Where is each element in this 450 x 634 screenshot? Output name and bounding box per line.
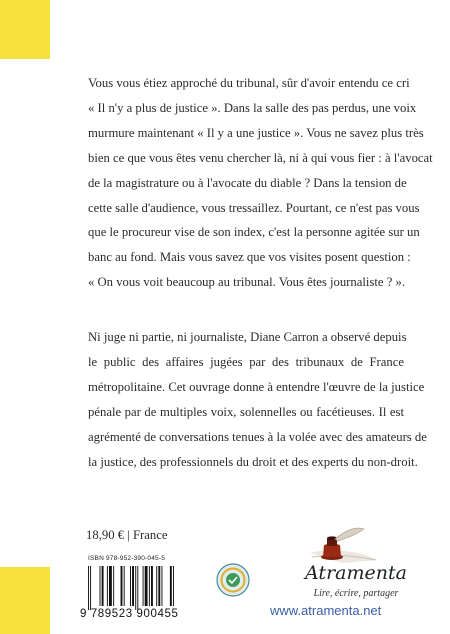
blurb-paragraph-1 (88, 71, 433, 295)
barcode-digits: 9 789523 900455 (80, 608, 179, 620)
price-label: 18,90 € | France (86, 528, 168, 542)
paragraph-line: Ni juge ni partie, ni journaliste, Diane Carron a observé depuis (88, 330, 407, 344)
paragraph-line: la justice, des professionnels du droit et des experts du non-droit. (88, 454, 418, 469)
publisher-tagline: Lire, écrire, partager (313, 588, 399, 599)
paragraph-line: murmure maintenant « Il y a une justice ». Vous ne savez plus très (88, 125, 424, 140)
publisher-url[interactable]: www.atramenta.net (270, 603, 382, 618)
paragraph-line: bien ce que vous êtes venu chercher là, ni à qui vous fier : à l'avocat (88, 150, 433, 165)
inkwell-quill-logo-icon (302, 527, 384, 567)
isbn-label: ISBN 978-952-390-045-5 (88, 555, 166, 562)
paragraph-line: banc au fond. Mais vous savez que vos visites posent question : (88, 250, 411, 265)
paragraph-line: Vous vous étiez approché du tribunal, sûr d'avoir entendu ce cri (88, 76, 410, 90)
paragraph-line: métropolitaine. Cet ouvrage donne à entendre l'œuvre de la justice (88, 379, 425, 394)
blurb-paragraph-2 (88, 325, 427, 474)
paragraph-line: « Il n'y a plus de justice ». Dans la salle des pas perdus, une voix (88, 100, 417, 115)
paragraph-line: pénale par de multiples voix, solennelles ou facétieuses. Il est (88, 404, 404, 419)
yellow-band-bottom (0, 567, 50, 634)
printer-seal-icon (216, 563, 250, 597)
paragraph-line: que le procureur vise de son index, c'est la personne agitée sur un (88, 225, 420, 240)
barcode (86, 566, 204, 610)
paragraph-line: agrémenté de conversations tenues à la volée avec des amateurs de (88, 429, 427, 444)
paragraph-line: « On vous voit beaucoup au tribunal. Vous êtes journaliste ? ». (88, 275, 406, 290)
yellow-band-top (0, 0, 50, 59)
paragraph-line: de la magistrature ou à l'avocate du diable ? Dans la tension de (88, 175, 407, 190)
paragraph-line: le public des affaires jugées par des tribunaux de France (88, 354, 404, 369)
publisher-name: Atramenta (305, 562, 407, 584)
paragraph-line: cette salle d'audience, vous tressaillez. Pourtant, ce n'est pas vous (88, 200, 420, 215)
